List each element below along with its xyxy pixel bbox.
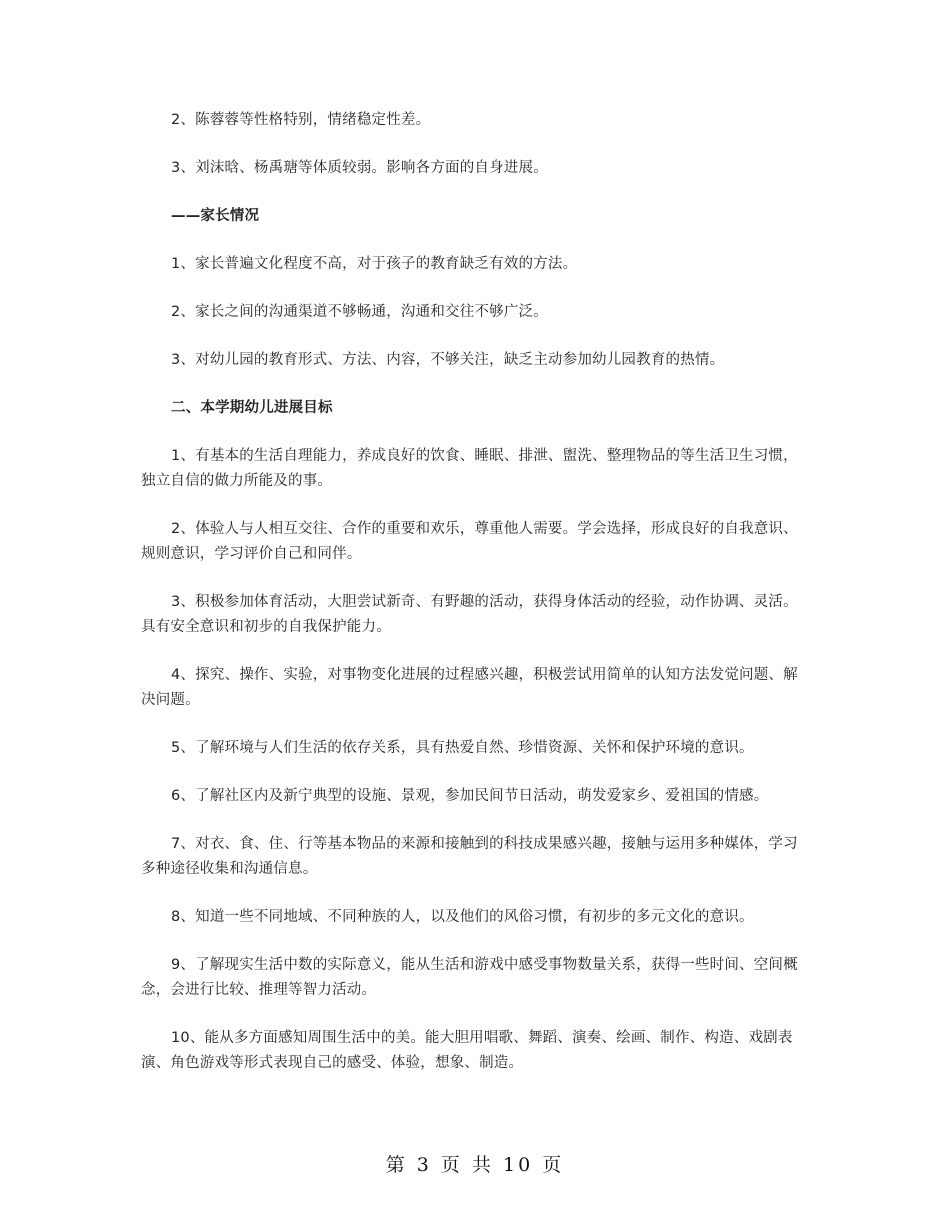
paragraph: 5、了解环境与人们生活的依存关系，具有热爱自然、珍惜资源、关怀和保护环境的意识。 (171, 740, 754, 756)
paragraph: 2、陈蓉蓉等性格特别，情绪稳定性差。 (171, 112, 431, 128)
paragraph: 8、知道一些不同地域、不同种族的人，以及他们的风俗习惯，有初步的多元文化的意识。 (171, 909, 754, 925)
paragraph: 3、积极参加体育活动，大胆尝试新奇、有野趣的活动，获得身体活动的经验，动作协调、灵活。具有安全意识和初步的自我保护能力。 (141, 594, 798, 635)
paragraph: 4、探究、操作、实验，对事物变化进展的过程感兴趣，积极尝试用简单的认知方法发觉问题、解决问题。 (141, 667, 798, 708)
section-heading: ——家长情况 (171, 208, 260, 224)
paragraph: 3、刘沫晗、杨禹瑭等体质较弱。影响各方面的自身进展。 (171, 160, 548, 176)
paragraph: 1、有基本的生活自理能力，养成良好的饮食、睡眠、排泄、盥洗、整理物品的等生活卫生习惯，独立自信的做力所能及的事。 (141, 448, 798, 489)
paragraph: 2、体验人与人相互交往、合作的重要和欢乐，尊重他人需要。学会选择，形成良好的自我意识、规则意识，学习评价自己和同伴。 (141, 521, 798, 562)
paragraph: 1、家长普遍文化程度不高，对于孩子的教育缺乏有效的方法。 (171, 256, 578, 272)
page-number-footer: 第 3 页 共 10 页 (385, 1154, 565, 1176)
paragraph: 10、能从多方面感知周围生活中的美。能大胆用唱歌、舞蹈、演奏、绘画、制作、构造、戏剧表演、角色游戏等形式表现自己的感受、体验，想象、制造。 (141, 1030, 793, 1071)
paragraph: 9、了解现实生活中数的实际意义，能从生活和游戏中感受事物数量关系，获得一些时间、空间概念，会进行比较、推理等智力活动。 (141, 957, 798, 998)
paragraph: 7、对衣、食、住、行等基本物品的来源和接触到的科技成果感兴趣，接触与运用多种媒体，学习多种途径收集和沟通信息。 (141, 836, 798, 877)
paragraph: 3、对幼儿园的教育形式、方法、内容，不够关注，缺乏主动参加幼儿园教育的热情。 (171, 352, 725, 368)
section-heading: 二、本学期幼儿进展目标 (171, 400, 333, 416)
document-body (141, 108, 809, 1099)
paragraph: 6、了解社区内及新宁典型的设施、景观，参加民间节日活动，萌发爱家乡、爱祖国的情感。 (171, 788, 769, 804)
paragraph: 2、家长之间的沟通渠道不够畅通，沟通和交往不够广泛。 (171, 304, 548, 320)
